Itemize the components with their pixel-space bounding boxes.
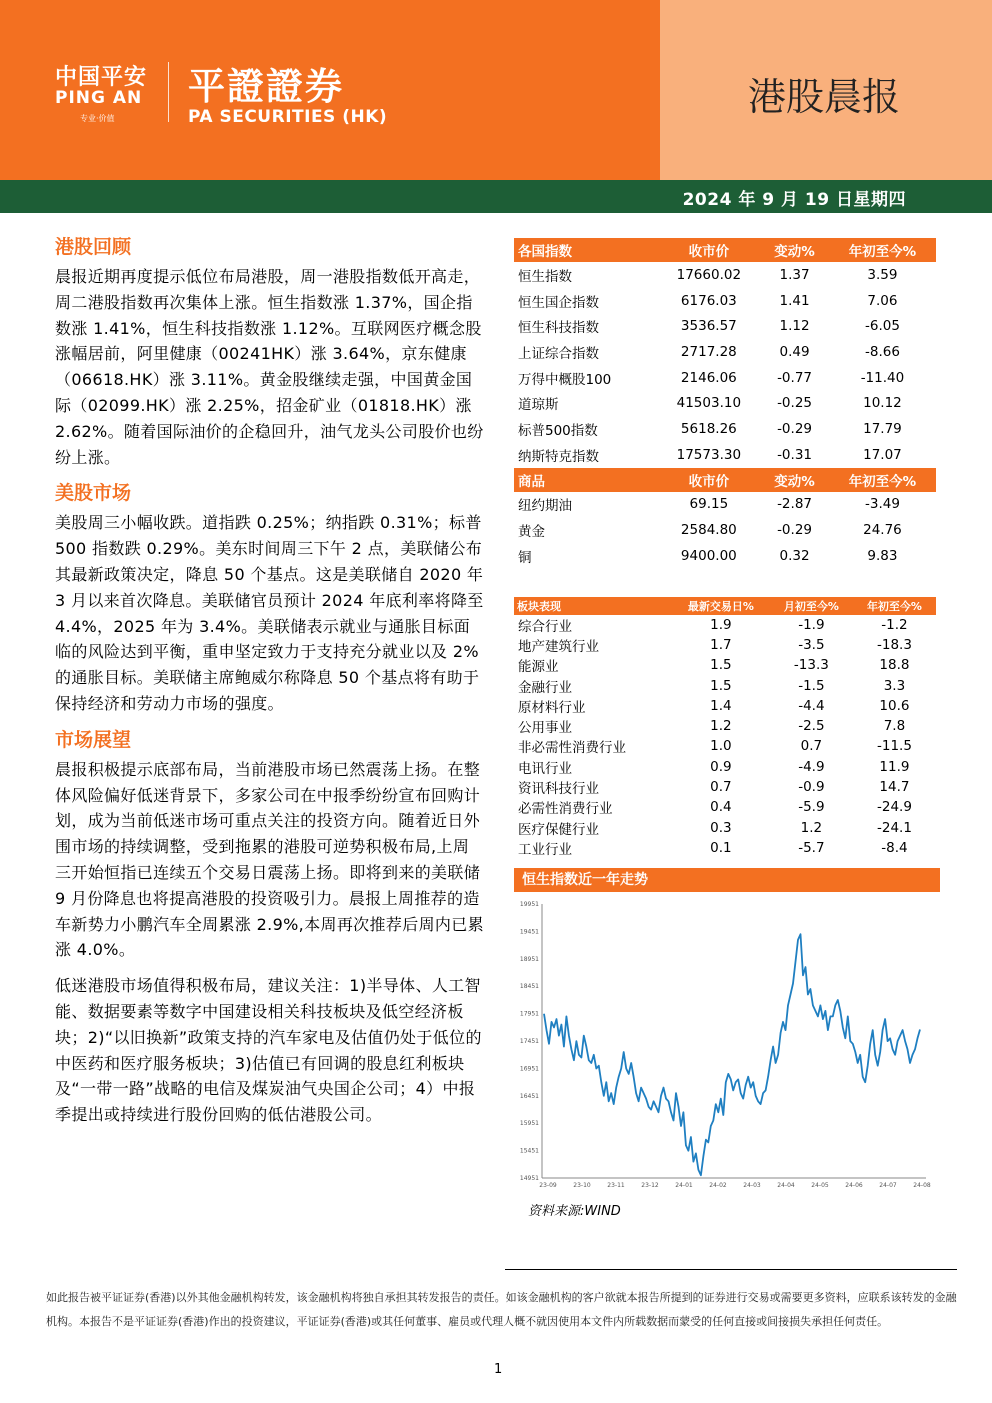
table-row (514, 818, 936, 838)
table-cell: 24.76 (863, 522, 902, 539)
table-row (514, 655, 936, 675)
table-cell: 1.2 (710, 718, 732, 735)
table-cell: -8.4 (881, 839, 908, 856)
x-tick-label: 24-02 (709, 1182, 727, 1190)
table-cell: 0.32 (779, 547, 810, 564)
table-cell: 5618.26 (680, 420, 737, 437)
table-row (514, 675, 936, 695)
table-cell: 41503.10 (676, 395, 742, 412)
chart-title: 恒生指数近一年走势 (514, 868, 940, 892)
indices-table (514, 238, 936, 569)
table-cell: 原材料行业 (518, 699, 586, 716)
y-tick-label: 19951 (519, 901, 539, 909)
table-cell: 9400.00 (680, 547, 737, 564)
table-cell: -18.3 (876, 637, 912, 653)
table-cell: 17.79 (863, 420, 902, 437)
table-cell: 电讯行业 (518, 760, 572, 777)
table-cell: 17.07 (863, 446, 902, 463)
x-tick-label: 24-04 (777, 1182, 795, 1190)
table-cell: -0.29 (777, 420, 812, 437)
y-tick-label: 15951 (519, 1120, 539, 1128)
table-row (514, 797, 936, 817)
table-cell: 2584.80 (680, 522, 737, 539)
table-row (514, 757, 936, 777)
table-row (514, 777, 936, 797)
table-cell: -1.9 (798, 616, 825, 633)
y-tick-label: 16451 (519, 1092, 539, 1100)
table-header-row (514, 238, 936, 262)
table-cell: 上证综合指数 (518, 345, 599, 362)
column-header: 最新交易日% (672, 597, 770, 615)
table-cell: 2717.28 (680, 343, 737, 360)
column-header: 变动% (760, 238, 829, 262)
brand-name-en: PA SECURITIES (HK) (188, 107, 388, 127)
column-header: 年初至今% (829, 468, 936, 492)
hsi-series-line (544, 934, 920, 1175)
table-cell: -3.5 (798, 637, 825, 653)
hsi-chart (514, 896, 932, 1196)
column-header: 收市价 (658, 238, 761, 262)
y-tick-label: 18451 (519, 983, 539, 991)
table-cell: 1.2 (800, 819, 823, 836)
y-tick-label: 16951 (519, 1065, 539, 1073)
table-cell: 1.12 (779, 318, 810, 335)
table-cell: -0.77 (777, 369, 812, 386)
table-cell: 1.9 (710, 616, 732, 633)
data-column (514, 238, 936, 1219)
table-cell: 资讯科技行业 (518, 781, 599, 798)
table-row (514, 416, 936, 442)
table-cell: 医疗保健行业 (518, 821, 599, 838)
table-row (514, 615, 936, 635)
pingan-logo-en: PING AN (55, 88, 143, 108)
commentary-column (55, 232, 485, 1138)
table-row (514, 716, 936, 736)
table-row (514, 517, 936, 543)
table-cell: 0.4 (710, 799, 732, 816)
column-header: 商品 (514, 468, 658, 492)
table-cell: 0.7 (800, 738, 823, 755)
table-cell: 1.5 (710, 657, 732, 674)
table-cell: -6.05 (864, 318, 900, 335)
section-title-hk-review: 港股回顾 (55, 236, 132, 258)
x-tick-label: 23-12 (641, 1182, 659, 1190)
table-cell: 铜 (518, 549, 532, 566)
table-row (514, 696, 936, 716)
table-cell: -11.40 (860, 369, 905, 386)
table-cell: 恒生指数 (518, 268, 572, 285)
column-header: 年初至今% (829, 238, 936, 262)
table-cell: 1.41 (779, 292, 810, 309)
paragraph-us-market: 美股周三小幅收跌。道指跌 0.25%；纳指跌 0.31%；标普 500 指数跌 0.29%。美东时间周三下午 2 点，美联储公布其最新政策决定，降息 50 个基点。这是美联储自 2020 年 3 月以来首次降息。美联储官员预计 2024 年底利率将降至 4.4%，2025 年为 3.4%。美联储表示就业与通胀目标面临的风险达到平衡，重申坚定致力于支持充分就业以及 2%的通胀目标。美联储主席鲍威尔称降息 50 个基点将有助于保持经济和劳动力市场的强度。 (55, 513, 484, 713)
table-row (514, 288, 936, 314)
table-row (514, 635, 936, 655)
y-tick-label: 15451 (519, 1147, 539, 1155)
column-header: 月初至今% (770, 597, 853, 615)
table-cell: 1.0 (710, 738, 732, 755)
table-row (514, 339, 936, 365)
table-cell: 恒生国企指数 (518, 294, 599, 311)
x-tick-label: 23-11 (607, 1182, 625, 1190)
column-header: 年初至今% (853, 597, 936, 615)
table-cell: 18.8 (879, 657, 910, 674)
column-header: 各国指数 (514, 238, 658, 262)
table-cell: 17660.02 (676, 266, 742, 283)
column-header: 变动% (760, 468, 829, 492)
sector-table (514, 597, 936, 859)
table-cell: 7.8 (883, 718, 906, 735)
table-cell: -2.87 (777, 496, 812, 513)
table-cell: 纽约期油 (518, 498, 572, 515)
pingan-logo-tagline: 专业·价值 (80, 114, 115, 123)
table-cell: 11.9 (879, 758, 910, 775)
table-row (514, 313, 936, 339)
table-cell: -8.66 (864, 343, 900, 360)
brand-name-cn: 平證證券 (188, 65, 344, 108)
table-cell: 非必需性消费行业 (518, 740, 626, 757)
table-header-row (514, 468, 936, 492)
table-cell: 10.12 (863, 395, 902, 412)
table-cell: -0.9 (798, 779, 825, 796)
table-cell: -5.9 (798, 799, 825, 816)
table-row (514, 543, 936, 569)
table-cell: 黄金 (518, 524, 545, 541)
table-cell: -0.31 (777, 446, 812, 463)
table-row (514, 492, 936, 518)
table-cell: 69.15 (689, 496, 729, 513)
table-cell: 1.4 (710, 697, 732, 714)
x-tick-label: 24-01 (675, 1182, 693, 1190)
table-cell: -24.1 (876, 819, 912, 836)
y-tick-label: 18951 (519, 955, 539, 963)
table-cell: -24.9 (876, 799, 912, 816)
table-cell: -0.25 (777, 395, 812, 412)
table-cell: 必需性消费行业 (518, 801, 613, 818)
table-cell: 恒生科技指数 (518, 320, 599, 337)
table-cell: -1.2 (881, 616, 908, 633)
table-cell: 6176.03 (680, 292, 737, 309)
y-tick-label: 17951 (519, 1010, 539, 1018)
table-cell: 道琼斯 (518, 397, 559, 414)
hsi-chart-svg (514, 896, 932, 1196)
table-cell: 金融行业 (518, 679, 572, 696)
table-cell: 纳斯特克指数 (518, 448, 599, 465)
table-header-row (514, 597, 936, 615)
table-cell: 0.3 (710, 819, 732, 836)
report-date: 2024 年 9 月 19 日星期四 (682, 190, 906, 210)
table-cell: 7.06 (867, 292, 898, 309)
x-tick-label: 24-05 (811, 1182, 829, 1190)
table-cell: -11.5 (876, 738, 912, 755)
table-cell: 17573.30 (676, 446, 742, 463)
x-tick-label: 24-06 (845, 1182, 863, 1190)
table-cell: 9.83 (867, 547, 898, 564)
table-cell: -0.29 (777, 522, 812, 539)
table-cell: 2146.06 (680, 369, 737, 386)
table-cell: 能源业 (518, 659, 559, 676)
table-cell: 3.3 (883, 677, 906, 694)
table-cell: 公用事业 (518, 720, 572, 737)
table-cell: 综合行业 (518, 618, 572, 635)
table-cell: 地产建筑行业 (518, 639, 599, 655)
table-cell: 1.37 (779, 266, 810, 283)
section-title-us-market: 美股市场 (55, 482, 132, 505)
x-tick-label: 24-03 (743, 1182, 761, 1190)
logo-divider (168, 62, 169, 122)
y-tick-label: 19451 (519, 928, 539, 936)
x-tick-label: 23-09 (539, 1182, 557, 1190)
y-tick-label: 14951 (519, 1175, 539, 1183)
table-cell: 1.5 (710, 677, 732, 694)
table-cell: -3.49 (864, 496, 900, 513)
table-row (514, 736, 936, 756)
table-cell: 3.59 (867, 266, 898, 283)
table-cell: 1.7 (710, 637, 732, 653)
x-tick-label: 23-10 (573, 1182, 591, 1190)
table-cell: -13.3 (793, 657, 829, 674)
table-cell: 14.7 (879, 779, 910, 796)
table-cell: -4.4 (798, 697, 825, 714)
table-cell: 工业行业 (518, 841, 572, 858)
disclaimer: 如此报告被平证证券(香港)以外其他金融机构转发，该金融机构将独自承担其转发报告的责任。如该金融机构的客户欲就本报告所提到的证券进行交易或需要更多资料，应联系该转发的金融机构。本报告不是平证证券(香港)作出的投资建议，平证证券(香港)或其任何董事、雇员或代理人概不就因使用本文件内所载数据而蒙受的任何直接或间接损失承担任何责任。 (46, 1291, 957, 1328)
table-cell: 0.9 (710, 758, 732, 775)
y-tick-label: 17451 (519, 1038, 539, 1046)
table-cell: -2.5 (798, 718, 825, 735)
table-cell: 标普500指数 (518, 422, 598, 439)
table-row (514, 365, 936, 391)
table-cell: 0.1 (710, 839, 732, 856)
table-row (514, 262, 936, 288)
table-cell: 0.49 (779, 343, 810, 360)
table-cell: 万得中概股100 (518, 371, 612, 388)
footer-divider (505, 1269, 957, 1270)
table-row (514, 442, 936, 468)
x-tick-label: 24-07 (879, 1182, 897, 1190)
pingan-logo-cn: 中国平安 (55, 65, 148, 90)
table-cell: -4.9 (798, 758, 825, 775)
chart-source: 资料来源:WIND (528, 1204, 621, 1220)
column-header: 收市价 (658, 468, 761, 492)
table-cell: -5.7 (798, 839, 825, 856)
table-cell: -1.5 (798, 677, 825, 694)
paragraph-hk-review: 晨报近期再度提示低位布局港股，周一港股指数低开高走，周二港股指数再次集体上涨。恒生指数涨 1.37%，国企指数涨 1.41%，恒生科技指数涨 1.12%。互联网医疗概念股涨幅居前，阿里健康（00241HK）涨 3.64%，京东健康（06618.HK）涨 3.11%。黄金股继续走强，中国黄金国际（02099.HK）涨 2.25%，招金矿业（01818.HK）涨 2.62%。随着国际油价的企稳回升，油气龙头公司股价也纷纷上涨。 (55, 267, 484, 467)
table-cell: 10.6 (879, 697, 910, 714)
report-title: 港股晨报 (748, 75, 901, 119)
table-row (514, 390, 936, 416)
table-row (514, 838, 936, 858)
table-cell: 3536.57 (680, 318, 737, 335)
table-cell: 0.7 (710, 779, 732, 796)
paragraph-outlook-1: 晨报积极提示底部布局，当前港股市场已然震荡上扬。在整体风险偏好低迷背景下，多家公司在中报季纷纷宣布回购计划，成为当前低迷市场可重点关注的投资方向。随着近日外围市场的持续调整，受到拖累的港股可逆势积极布局,上周三开始恒指已连续五个交易日震荡上扬。即将到来的美联储 9 月份降息也将提高港股的投资吸引力。晨报上周推荐的造车新势力小鹏汽车全周累涨 2.9%,本周再次推荐后周内已累涨 4.0%。 (55, 759, 484, 960)
page-number: 1 (494, 1362, 503, 1377)
x-tick-label: 24-08 (913, 1182, 931, 1190)
section-title-outlook: 市场展望 (55, 728, 132, 751)
column-header: 板块表现 (514, 597, 672, 615)
paragraph-outlook-2: 低迷港股市场值得积极布局，建议关注：1)半导体、人工智能、数据要素等数字中国建设相关科技板块及低空经济板块；2)“以旧换新”政策支持的汽车家电及估值仍处于低位的中医药和医疗服务板块；3)估值已有回调的股息红利板块及“一带一路”战略的电信及煤炭油气央国企公司；4）中报季提出或持续进行股份回购的低估港股公司。 (55, 976, 482, 1125)
